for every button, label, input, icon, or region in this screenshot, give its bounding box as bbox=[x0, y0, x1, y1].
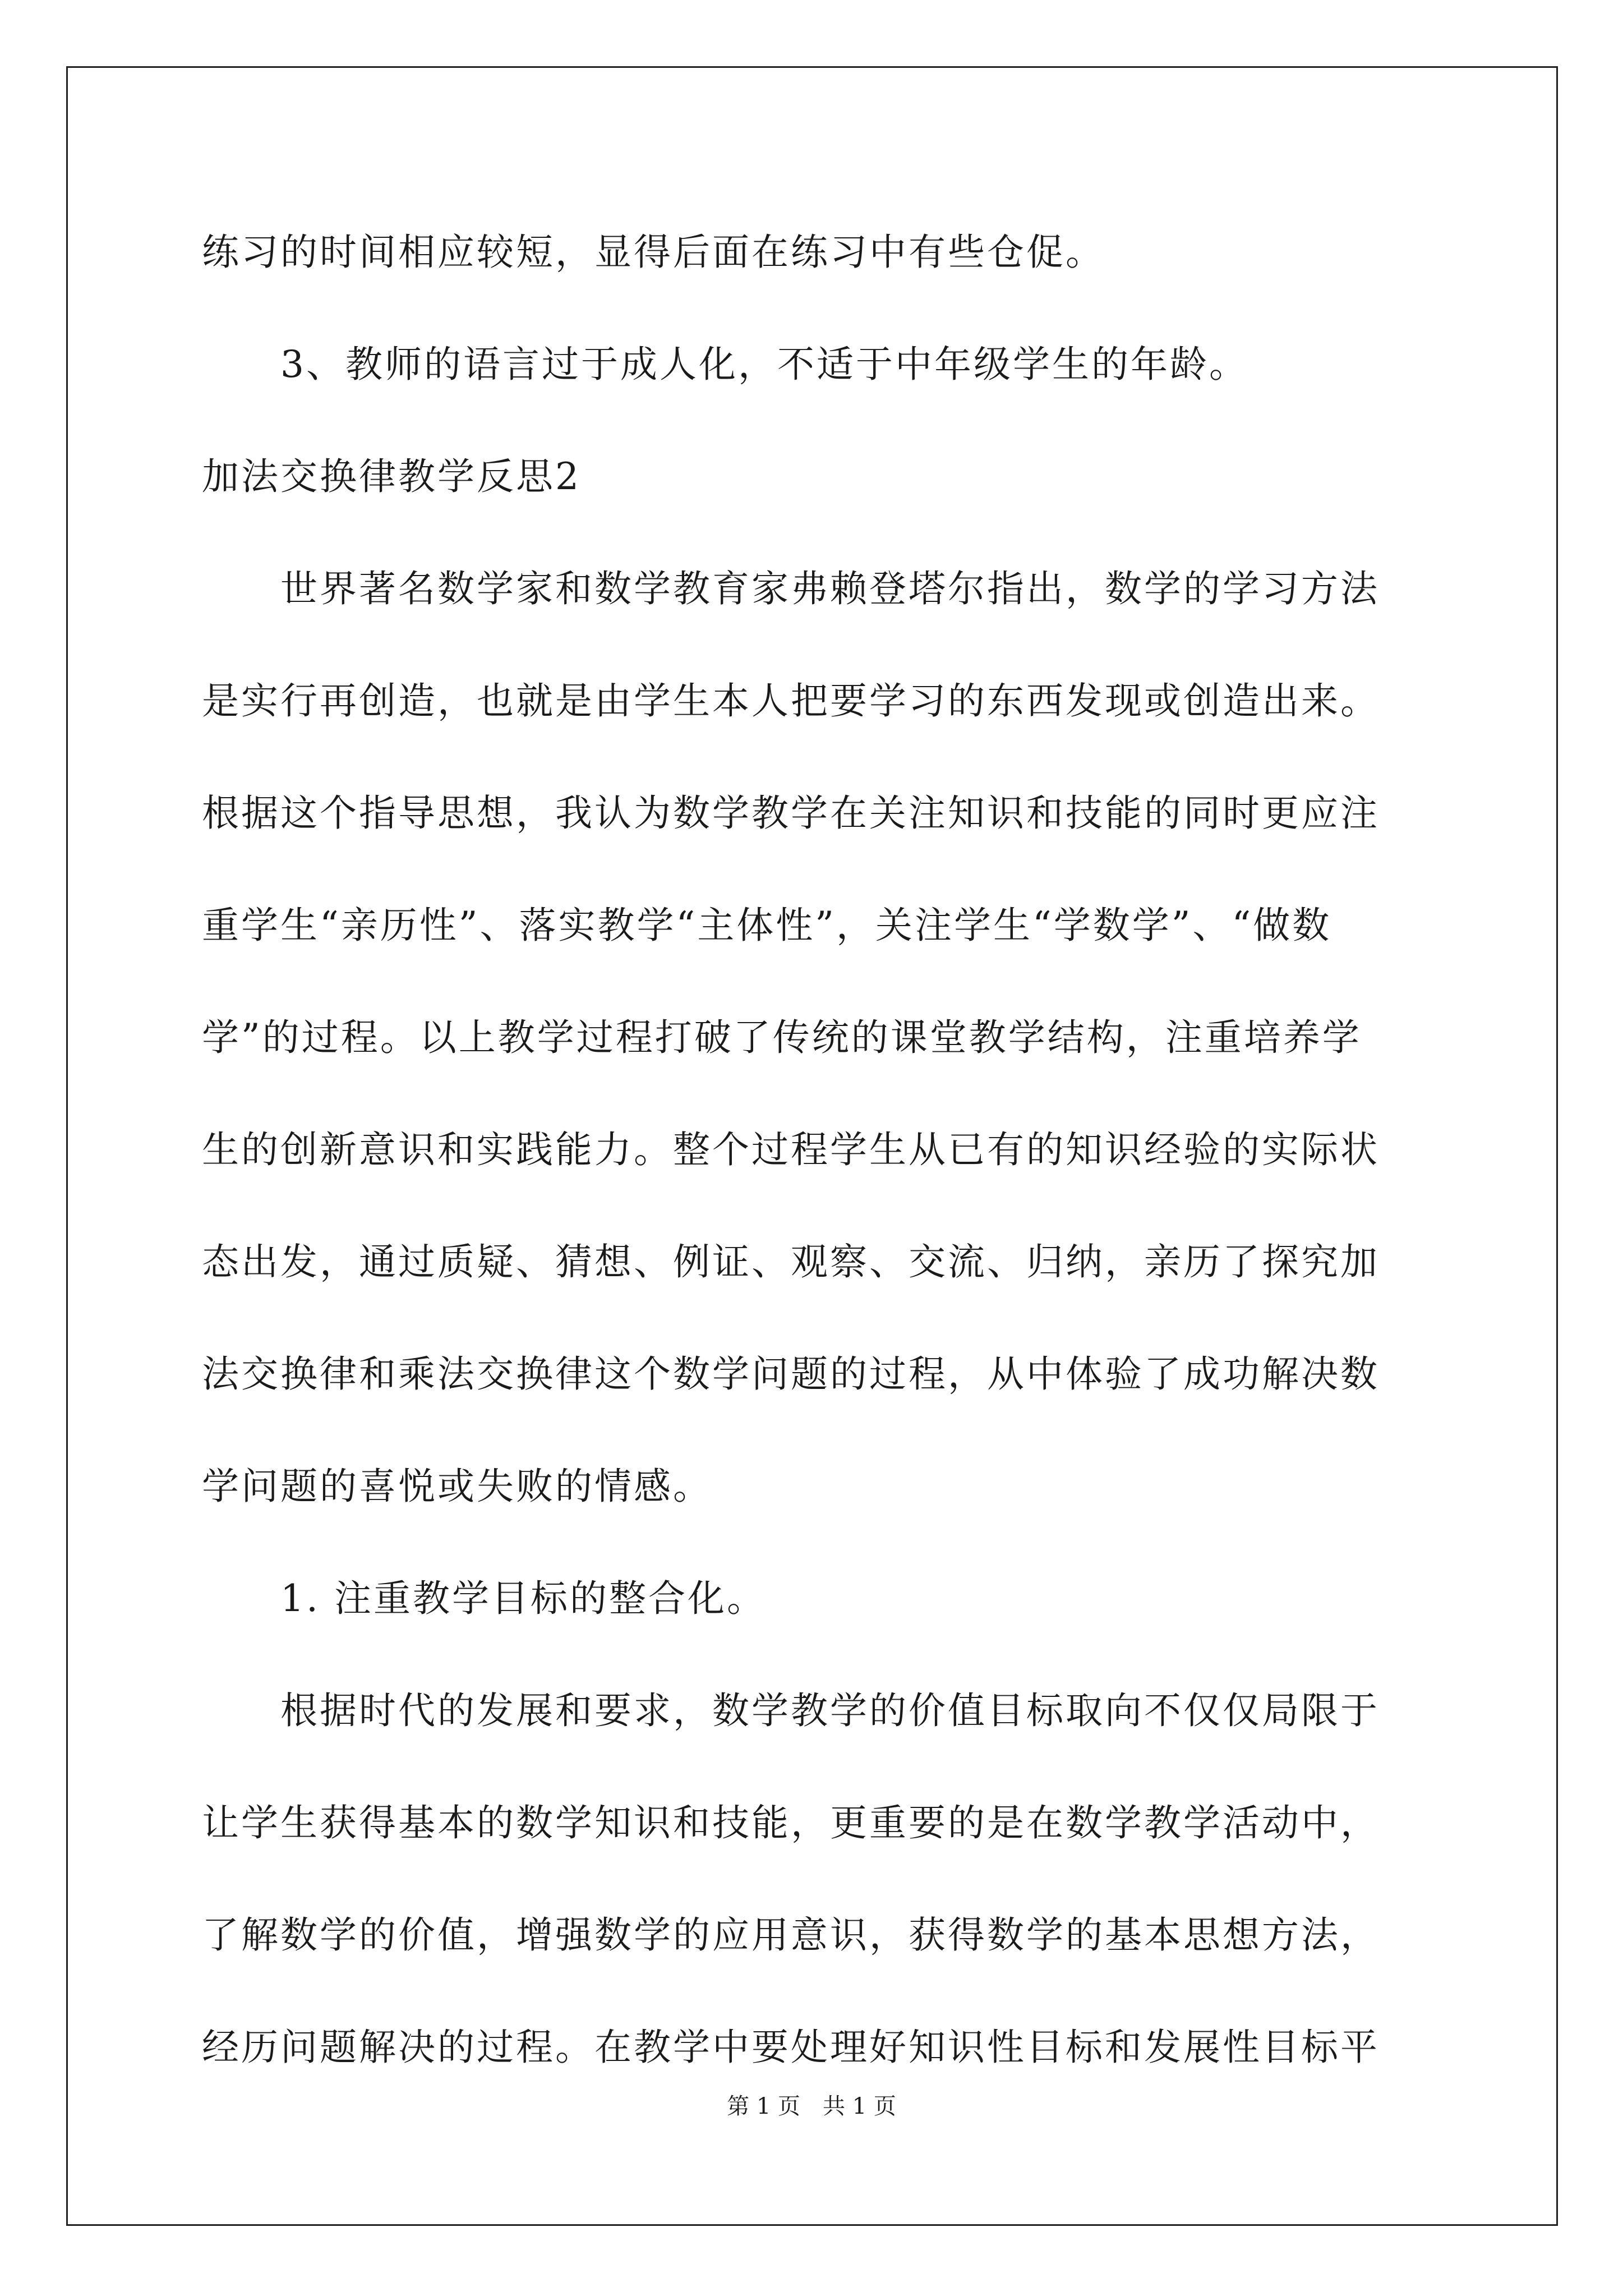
body-line: 让学生获得基本的数学知识和技能，更重要的是在数学教学活动中， bbox=[202, 1801, 1380, 1844]
page-total: 共 1 页 bbox=[823, 2093, 896, 2119]
section-heading: 加法交换律教学反思2 bbox=[202, 455, 581, 498]
body-line: 重学生“亲历性”、落实教学“主体性”，关注学生“学数学”、“做数 bbox=[202, 904, 1332, 947]
body-line: 学”的过程。以上教学过程打破了传统的课堂教学结构，注重培养学 bbox=[202, 1016, 1362, 1059]
page-number: 第 1 页 bbox=[727, 2093, 800, 2119]
page-footer bbox=[0, 2090, 1623, 2123]
body-line: 生的创新意识和实践能力。整个过程学生从已有的知识经验的实际状 bbox=[202, 1128, 1380, 1171]
body-line: 经历问题解决的过程。在教学中要处理好知识性目标和发展性目标平 bbox=[202, 2026, 1380, 2069]
body-line: 是实行再创造，也就是由学生本人把要学习的东西发现或创造出来。 bbox=[202, 679, 1380, 723]
body-line: 根据这个指导思想，我认为数学教学在关注知识和技能的同时更应注 bbox=[202, 792, 1380, 835]
body-line: 学问题的喜悦或失败的情感。 bbox=[202, 1465, 712, 1508]
body-line: 了解数学的价值，增强数学的应用意识，获得数学的基本思想方法， bbox=[202, 1913, 1380, 1957]
numbered-item: 1. 注重教学目标的整合化。 bbox=[280, 1577, 766, 1620]
body-line: 法交换律和乘法交换律这个数学问题的过程，从中体验了成功解决数 bbox=[202, 1352, 1380, 1396]
body-line: 态出发，通过质疑、猜想、例证、观察、交流、归纳，亲历了探究加 bbox=[202, 1240, 1380, 1283]
body-line: 根据时代的发展和要求，数学教学的价值目标取向不仅仅局限于 bbox=[280, 1689, 1380, 1732]
body-line: 世界著名数学家和数学教育家弗赖登塔尔指出，数学的学习方法 bbox=[280, 567, 1380, 610]
body-line: 3、教师的语言过于成人化，不适于中年级学生的年龄。 bbox=[280, 343, 1248, 386]
document-body bbox=[202, 196, 1436, 2104]
body-line: 练习的时间相应较短，显得后面在练习中有些仓促。 bbox=[202, 231, 1105, 274]
